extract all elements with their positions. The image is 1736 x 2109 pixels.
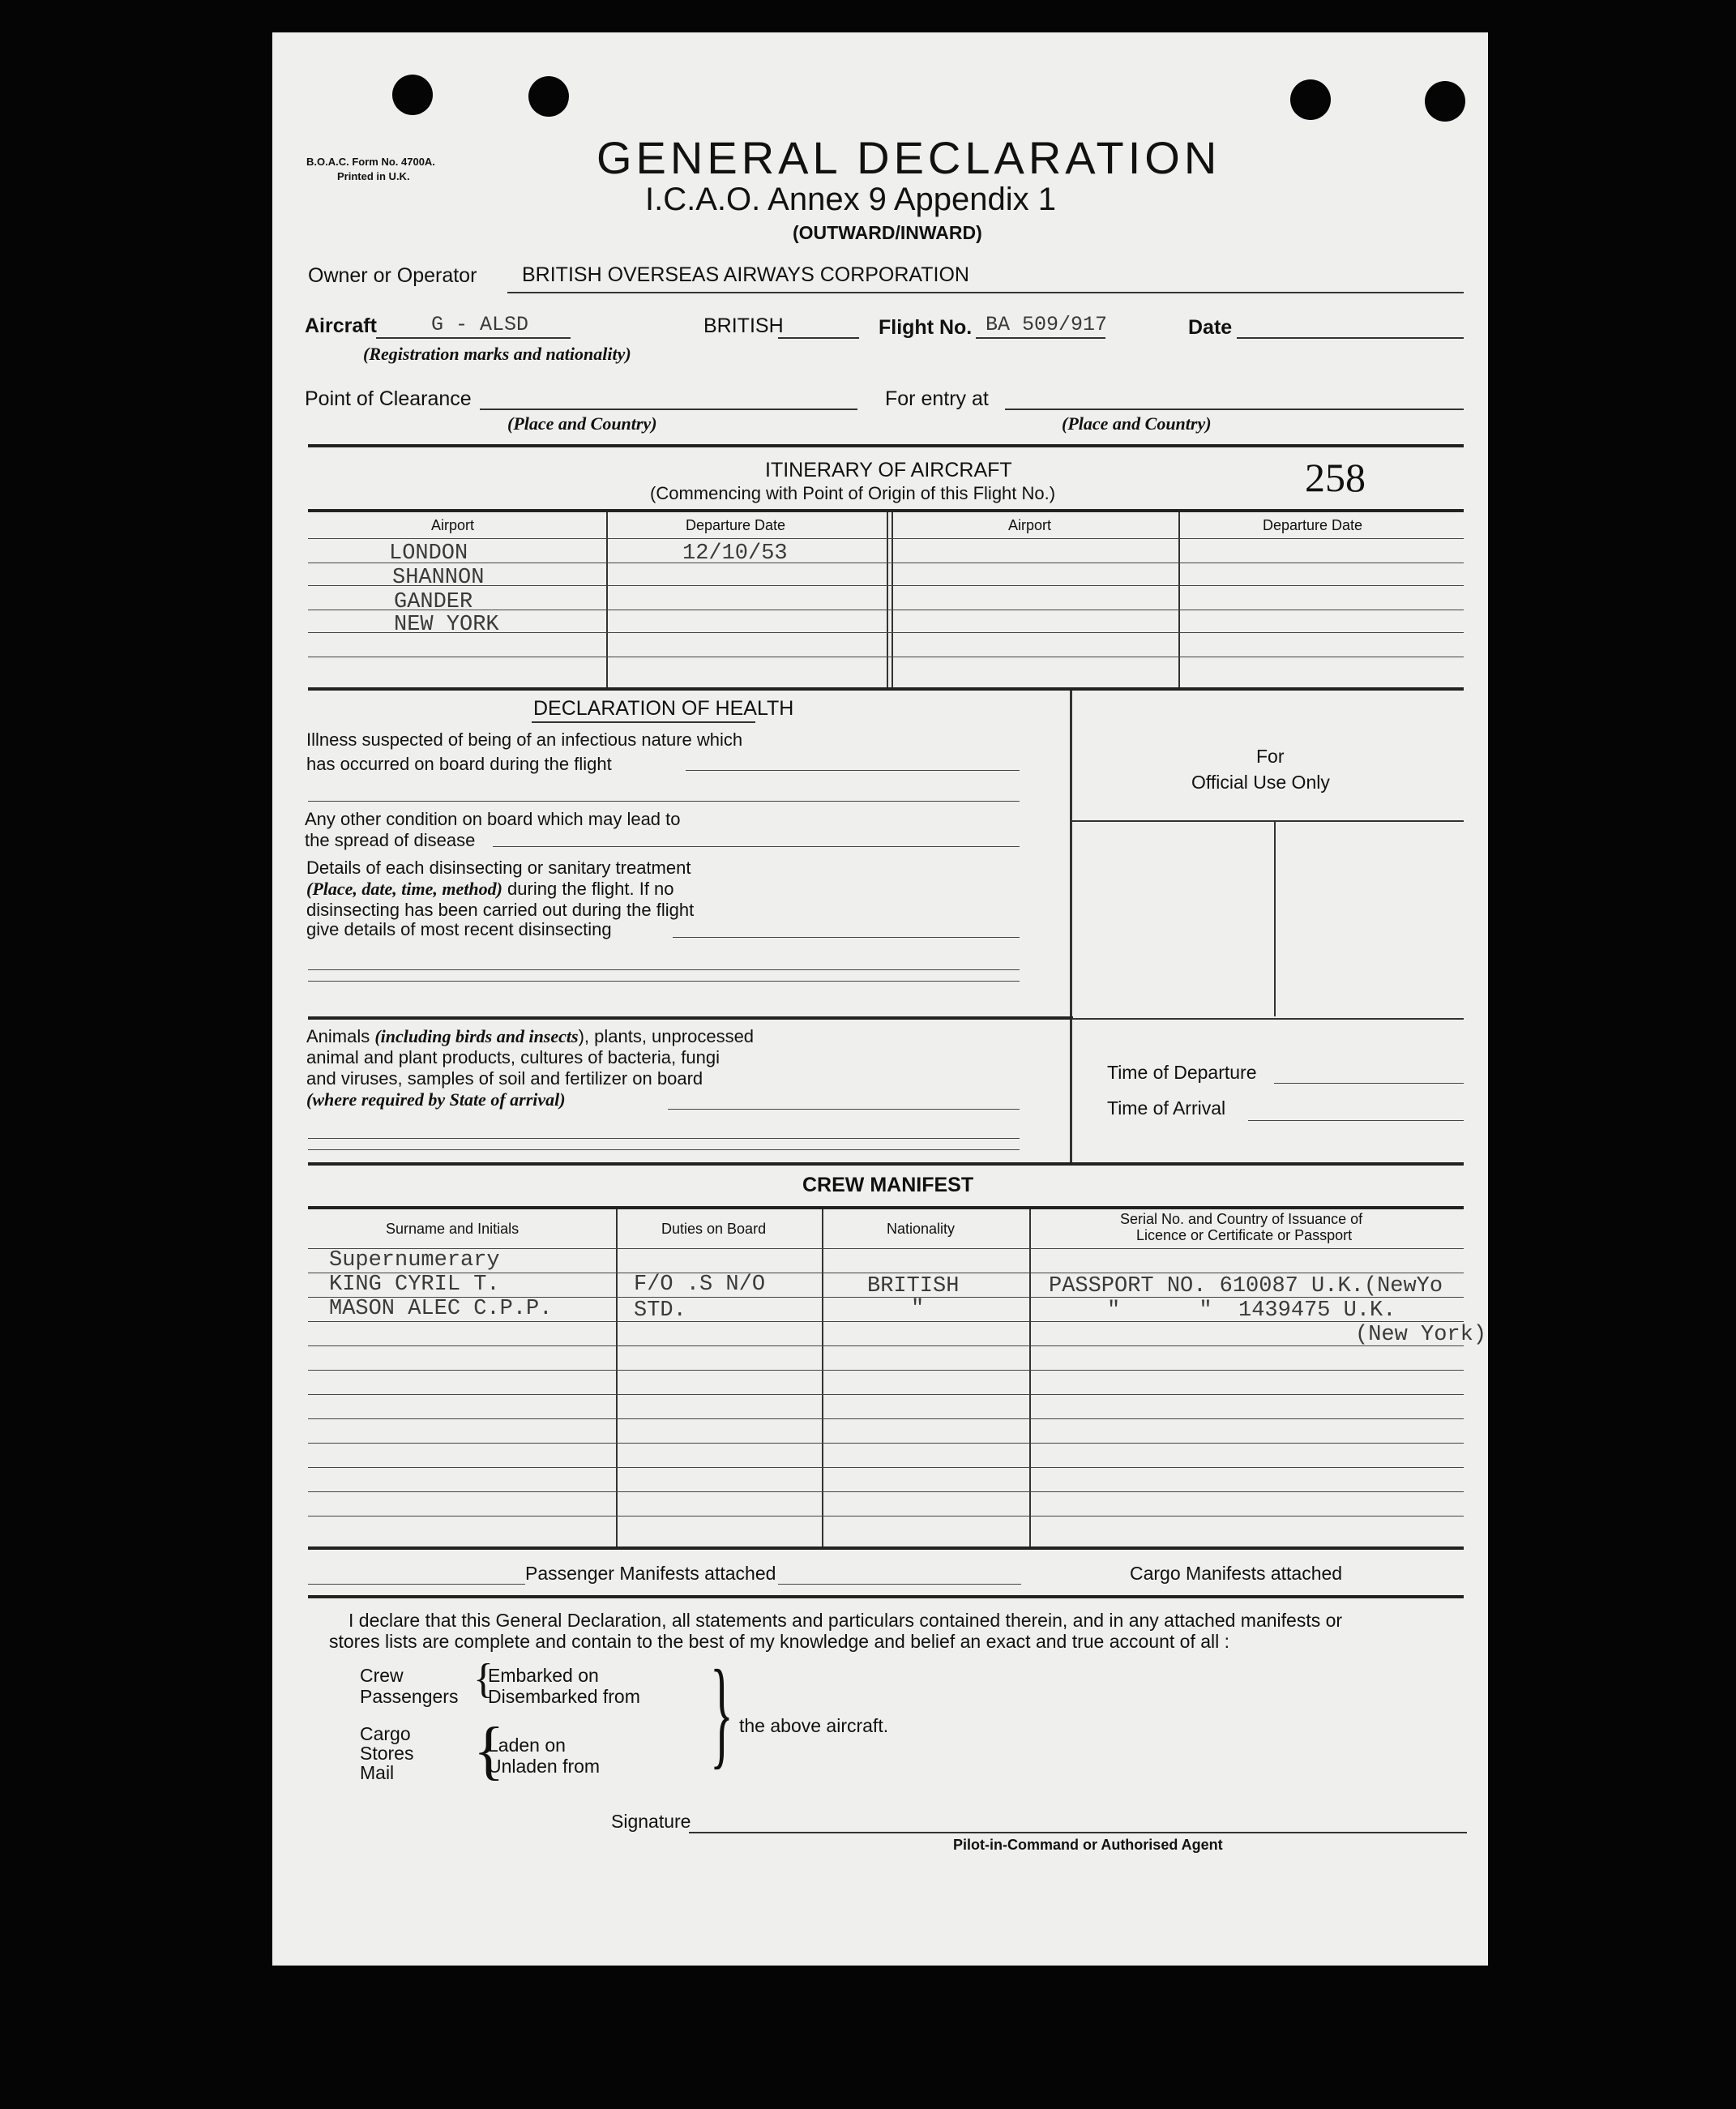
clearance-place-note: (Place and Country) bbox=[507, 413, 657, 434]
official-use-only: Official Use Only bbox=[1191, 772, 1330, 793]
health-q4-line1 bbox=[306, 1026, 754, 1047]
handwritten-sheet-number: 258 bbox=[1305, 455, 1366, 500]
cargo-manifests: Cargo Manifests attached bbox=[1130, 1563, 1343, 1584]
direction-label: (OUTWARD/INWARD) bbox=[793, 222, 982, 243]
date-label: Date bbox=[1188, 316, 1233, 339]
crew-serial: PASSPORT NO. 610087 U.K.(NewYo bbox=[1049, 1274, 1443, 1298]
health-q1-line1: Illness suspected of being of an infectious nature which bbox=[306, 729, 743, 750]
brace-icon: { bbox=[473, 1656, 494, 1702]
crew-name: MASON ALEC C.P.P. bbox=[329, 1297, 553, 1321]
declaration-line-1: I declare that this General Declaration, all statements and particulars contained therein, and in any attached manifests or bbox=[348, 1610, 1343, 1631]
itinerary-airport: GANDER bbox=[394, 590, 473, 614]
health-q3-rest: during the flight. If no bbox=[502, 879, 674, 899]
nationality-value: BRITISH bbox=[703, 314, 784, 337]
itinerary-col-date-2: Departure Date bbox=[1263, 517, 1363, 533]
brace-icon: { bbox=[473, 1715, 505, 1786]
itinerary-subtitle: (Commencing with Point of Origin of this Flight No.) bbox=[650, 483, 1056, 503]
health-q2-line1: Any other condition on board which may lead to bbox=[305, 809, 681, 829]
decl-mail: Mail bbox=[360, 1762, 395, 1783]
crew-col-serial-1: Serial No. and Country of Issuance of bbox=[1120, 1211, 1363, 1227]
crew-col-duties: Duties on Board bbox=[661, 1221, 767, 1237]
crew-name: Supernumerary bbox=[329, 1248, 500, 1273]
flight-number-value: BA 509/917 bbox=[986, 313, 1108, 336]
crew-manifest-title: CREW MANIFEST bbox=[802, 1174, 974, 1196]
health-q4-line3: and viruses, samples of soil and fertilizer on board bbox=[306, 1068, 703, 1089]
decl-stores: Stores bbox=[360, 1743, 414, 1764]
health-q4-line2: animal and plant products, cultures of bacteria, fungi bbox=[306, 1047, 720, 1067]
crew-serial-continuation: (New York) bbox=[1355, 1323, 1487, 1347]
crew-name: KING CYRIL T. bbox=[329, 1273, 500, 1297]
decl-disembarked: Disembarked from bbox=[488, 1686, 640, 1707]
decl-above-aircraft: the above aircraft. bbox=[739, 1715, 889, 1736]
crew-col-serial-2: Licence or Certificate or Passport bbox=[1136, 1227, 1353, 1243]
health-q3-italic: (Place, date, time, method) bbox=[306, 879, 502, 899]
aircraft-label: Aircraft bbox=[305, 314, 377, 337]
form-number: B.O.A.C. Form No. 4700A. bbox=[306, 156, 435, 168]
declaration-form-sheet bbox=[272, 32, 1488, 1966]
owner-value: BRITISH OVERSEAS AIRWAYS CORPORATION bbox=[522, 263, 969, 286]
health-q3-line2 bbox=[306, 879, 674, 900]
crew-col-name: Surname and Initials bbox=[386, 1221, 520, 1237]
crew-nationality: " bbox=[911, 1297, 925, 1321]
decl-laden: Laden on bbox=[488, 1735, 566, 1756]
passenger-manifests: Passenger Manifests attached bbox=[525, 1563, 776, 1584]
decl-embarked: Embarked on bbox=[488, 1665, 599, 1686]
itinerary-airport: SHANNON bbox=[392, 566, 485, 590]
itinerary-title: ITINERARY OF AIRCRAFT bbox=[765, 459, 1012, 481]
time-of-departure-label: Time of Departure bbox=[1107, 1062, 1257, 1083]
right-brace-icon: } bbox=[710, 1645, 733, 1780]
crew-serial: " " 1439475 U.K. bbox=[1107, 1298, 1396, 1323]
health-title: DECLARATION OF HEALTH bbox=[533, 697, 794, 720]
health-q3-line4: give details of most recent disinsecting bbox=[306, 919, 612, 939]
health-q4-a: Animals bbox=[306, 1026, 375, 1046]
entry-label: For entry at bbox=[885, 387, 989, 410]
itinerary-airport: NEW YORK bbox=[394, 613, 499, 637]
crew-duty: STD. bbox=[634, 1298, 686, 1323]
punch-hole bbox=[392, 75, 433, 115]
form-title: GENERAL DECLARATION bbox=[596, 132, 1221, 183]
aircraft-registration-value: G - ALSD bbox=[431, 313, 529, 336]
health-q3-line3: disinsecting has been carried out during the flight bbox=[306, 900, 695, 920]
decl-unladen: Unladen from bbox=[488, 1756, 601, 1777]
health-q3-line1: Details of each disinsecting or sanitary treatment bbox=[306, 858, 691, 878]
signature-label: Signature bbox=[611, 1811, 691, 1832]
crew-col-nationality: Nationality bbox=[887, 1221, 956, 1237]
time-of-arrival-label: Time of Arrival bbox=[1107, 1097, 1226, 1119]
punch-hole bbox=[528, 76, 569, 117]
itinerary-departure-date: 12/10/53 bbox=[682, 541, 788, 566]
itinerary-airport: LONDON bbox=[389, 541, 468, 566]
entry-place-note: (Place and Country) bbox=[1062, 413, 1212, 434]
crew-duty: F/O .S N/O bbox=[634, 1273, 766, 1297]
crew-nationality: BRITISH bbox=[867, 1274, 960, 1298]
punch-hole bbox=[1290, 79, 1331, 120]
official-for: For bbox=[1256, 746, 1285, 767]
itinerary-col-date-1: Departure Date bbox=[686, 517, 786, 533]
signature-note: Pilot-in-Command or Authorised Agent bbox=[953, 1837, 1223, 1853]
form-subtitle: I.C.A.O. Annex 9 Appendix 1 bbox=[645, 182, 1056, 217]
declaration-line-2: stores lists are complete and contain to the best of my knowledge and belief an exact and true account of all : bbox=[329, 1631, 1230, 1652]
punch-hole bbox=[1425, 81, 1465, 122]
decl-crew: Crew bbox=[360, 1665, 404, 1686]
flight-label: Flight No. bbox=[879, 316, 973, 339]
registration-note: (Registration marks and nationality) bbox=[363, 344, 631, 364]
itinerary-col-airport-1: Airport bbox=[431, 517, 475, 533]
printed-note: Printed in U.K. bbox=[337, 170, 410, 182]
health-q4-b: ), plants, unprocessed bbox=[578, 1026, 755, 1046]
decl-cargo: Cargo bbox=[360, 1723, 411, 1744]
health-q4-italic: (including birds and insects bbox=[374, 1026, 579, 1046]
decl-passengers: Passengers bbox=[360, 1686, 459, 1707]
clearance-label: Point of Clearance bbox=[305, 387, 472, 410]
health-q4-line4: (where required by State of arrival) bbox=[306, 1089, 566, 1110]
health-q1-line2: has occurred on board during the flight bbox=[306, 754, 612, 774]
health-q2-line2: the spread of disease bbox=[305, 830, 476, 850]
itinerary-col-airport-2: Airport bbox=[1008, 517, 1052, 533]
owner-label: Owner or Operator bbox=[308, 264, 477, 287]
